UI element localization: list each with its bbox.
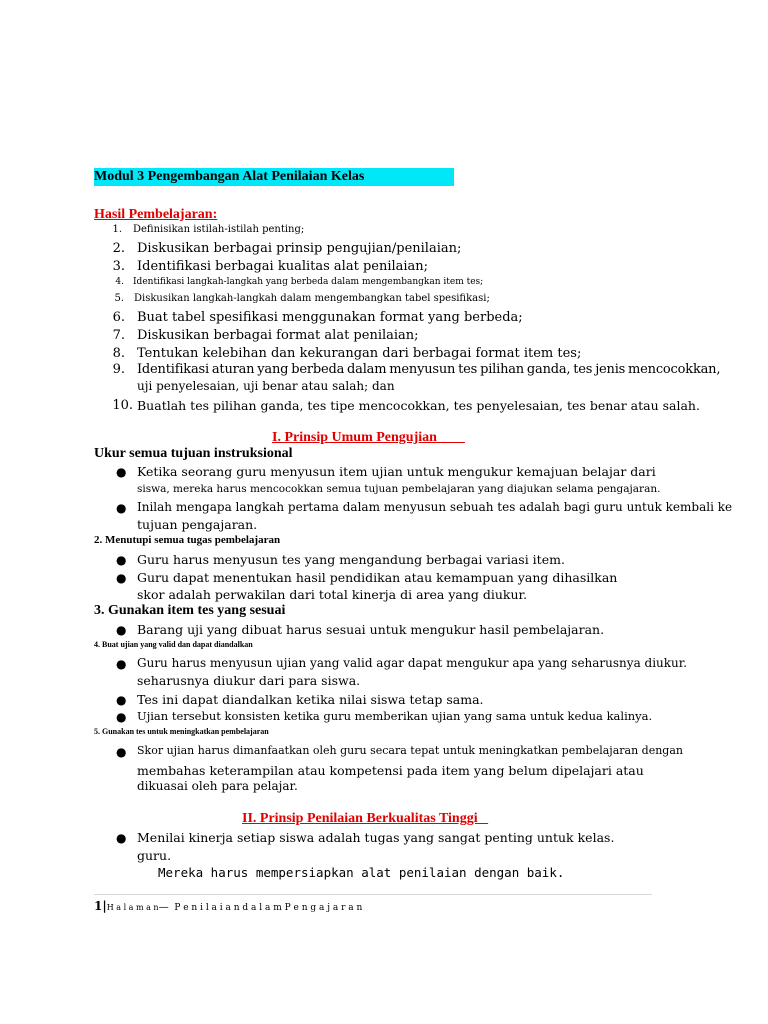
bullet-text: Tes ini dapat diandalkan ketika nilai siswa tetap sama. [137, 692, 484, 707]
bullet-icon: ● [116, 623, 127, 637]
footer-dash: — [158, 902, 169, 913]
outcome-number: 6. [112, 310, 125, 325]
bullet-text: Skor ujian harus dimanfaatkan oleh guru secara tepat untuk meningkatkan pembelajaran dengan [137, 744, 683, 757]
bullet-text: Guru dapat menentukan hasil pendidikan atau kemampuan yang dihasilkan [137, 570, 618, 585]
footer-title: P e n i l a i a n d a l a m P e n g a j a r a n [174, 903, 363, 913]
outcome-item: Identifikasi langkah-langkah yang berbeda dalam mengembangkan item tes; [133, 277, 484, 287]
bullet-text-continued: skor adalah perwakilan dari total kinerja di area yang diukur. [137, 587, 528, 602]
outcome-item: Definisikan istilah-istilah penting; [133, 224, 305, 235]
module-title: Modul 3 Pengembangan Alat Penilaian Kelas [94, 168, 454, 186]
outcome-item: Diskusikan berbagai format alat penilaian; [137, 328, 419, 343]
outcome-item: Buatlah tes pilihan ganda, tes tipe mencocokkan, tes penyelesaian, tes benar atau salah. [137, 398, 700, 413]
principle-1-title: Ukur semua tujuan instruksional [94, 446, 293, 461]
footer-separator: | [102, 899, 107, 913]
outcome-item: Identifikasi berbagai kualitas alat penilaian; [137, 259, 429, 274]
bullet-text: Barang uji yang dibuat harus sesuai untuk mengukur hasil pembelajaran. [137, 622, 605, 637]
outcome-number: 8. [112, 346, 125, 361]
bullet-text-continued: guru. [137, 848, 172, 863]
footer-label: H a l a m a n [106, 903, 159, 912]
page-footer [94, 899, 362, 913]
outcome-item: Identifikasi aturan yang berbeda dalam menyusun tes pilihan ganda, tes jenis mencocokkan, [137, 362, 721, 377]
bullet-icon: ● [116, 501, 127, 515]
bullet-text-continued: membahas keterampilan atau kompetensi pada item yang belum dipelajari atau [137, 763, 644, 778]
bullet-icon: ● [116, 831, 127, 845]
bullet-text: Guru harus menyusun ujian yang valid agar dapat mengukur apa yang seharusnya diukur. [137, 656, 688, 670]
principle-2-title: 2. Menutupi semua tugas pembelajaran [94, 534, 281, 546]
principle-5-title: 5. Gunakan tes untuk meningkatkan pembelajaran [94, 727, 269, 736]
bullet-icon: ● [116, 710, 127, 724]
outcome-item: Diskusikan langkah-langkah dalam mengembangkan tabel spesifikasi; [134, 293, 490, 304]
bullet-text-continued: siswa, mereka harus mencocokkan semua tujuan pembelajaran yang diajukan selama pengajaran. [137, 483, 661, 495]
principle-4-title: 4. Buat ujian yang valid dan dapat diandalkan [94, 640, 253, 649]
outcome-number: 7. [112, 328, 125, 343]
outcome-number: 9. [112, 362, 125, 377]
outcome-item-continued: uji penyelesaian, uji benar atau salah; dan [137, 379, 395, 393]
bullet-icon: ● [116, 571, 127, 585]
bullet-text: Menilai kinerja setiap siswa adalah tugas yang sangat penting untuk kelas. [137, 830, 615, 845]
bullet-text: Ujian tersebut konsisten ketika guru memberikan ujian yang sama untuk kedua kalinya. [137, 709, 653, 723]
section-1-heading: I. Prinsip Umum Pengujian [272, 430, 437, 445]
bullet-icon: ● [116, 745, 127, 759]
bullet-icon: ● [116, 693, 127, 707]
learning-outcomes-heading: Hasil Pembelajaran: [94, 207, 218, 222]
outcome-number: 3. [112, 259, 125, 274]
bullet-text-continued: dikuasai oleh para pelajar. [137, 779, 298, 793]
bullet-text-continued: tujuan pengajaran. [137, 517, 258, 532]
page-number: 1 [94, 899, 103, 913]
footer-divider [94, 894, 652, 895]
bullet-text-continued: Mereka harus mempersiapkan alat penilaian dengan baik. [158, 865, 565, 880]
bullet-icon: ● [116, 657, 127, 671]
outcome-number: 10. [112, 398, 133, 413]
bullet-icon: ● [116, 553, 127, 567]
outcome-number: 2. [112, 241, 125, 256]
bullet-text: Inilah mengapa langkah pertama dalam menyusun sebuah tes adalah bagi guru untuk kembali ke [137, 500, 733, 514]
bullet-text-continued: seharusnya diukur dari para siswa. [137, 673, 361, 688]
outcome-number: 4. [115, 277, 124, 287]
principle-3-title: 3. Gunakan item tes yang sesuai [94, 603, 286, 618]
outcome-number: 1. [112, 224, 122, 235]
outcome-number: 5. [114, 293, 124, 304]
outcome-item: Tentukan kelebihan dan kekurangan dari berbagai format item tes; [137, 346, 582, 361]
bullet-icon: ● [116, 465, 127, 479]
outcome-item: Buat tabel spesifikasi menggunakan format yang berbeda; [137, 310, 523, 325]
outcome-item: Diskusikan berbagai prinsip pengujian/penilaian; [137, 241, 462, 256]
section-2-heading: II. Prinsip Penilaian Berkualitas Tinggi [242, 811, 478, 826]
bullet-text: Guru harus menyusun tes yang mengandung berbagai variasi item. [137, 552, 565, 567]
bullet-text: Ketika seorang guru menyusun item ujian untuk mengukur kemajuan belajar dari [137, 464, 656, 479]
